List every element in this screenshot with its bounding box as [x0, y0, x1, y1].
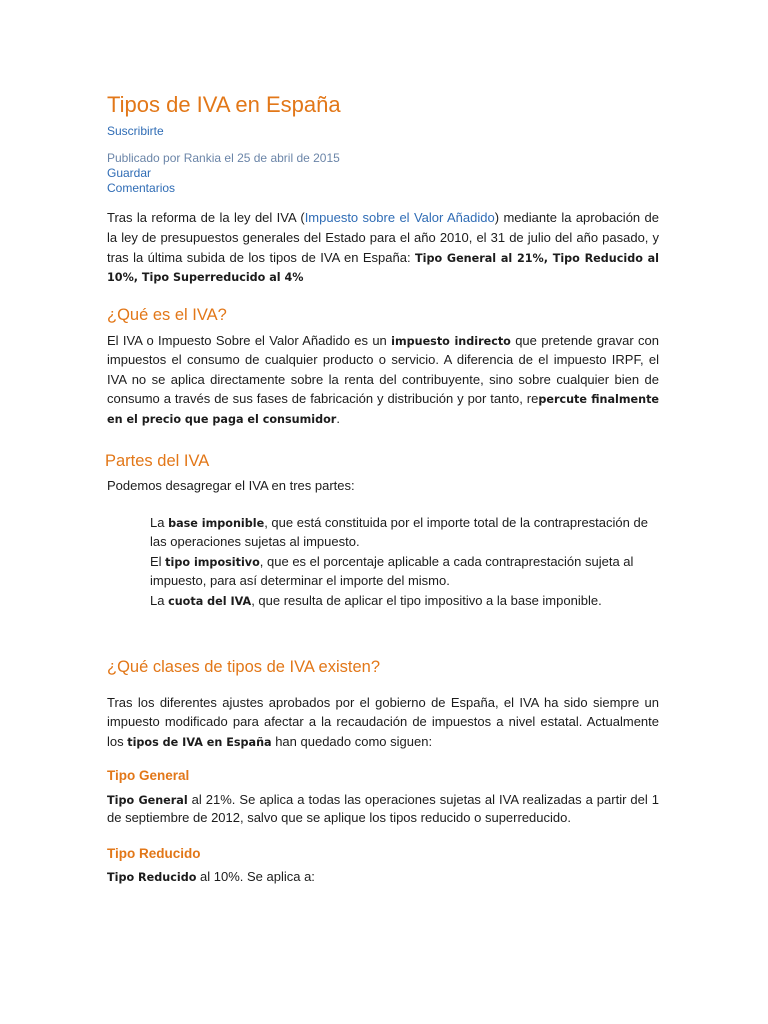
text-segment: Tras la reforma de la ley del IVA ( [107, 210, 305, 225]
paragraph-line: impuesto modificado para afectar a la recaudación de impuestos a nivel estatal. Actualmente [107, 714, 659, 729]
text-segment: los [107, 734, 128, 749]
paragraph-line [107, 867, 659, 888]
highlight-text: cuota del IVA [168, 595, 252, 608]
paragraph-line: Podemos desagregar el IVA en tres partes: [107, 478, 355, 493]
page-title: Tipos de IVA en España [107, 92, 341, 117]
subsection-heading: Tipo Reducido [107, 846, 201, 861]
vat-definition-link[interactable]: Impuesto sobre el Valor Añadido [304, 210, 495, 225]
paragraph-line [107, 409, 659, 430]
paragraph-line: IVA no se aplica directamente sobre la renta del contribuyente, sino sobre cualquier bien de [107, 372, 659, 387]
highlight-text: Tipo General al 21%, Tipo Reducido al [415, 252, 660, 265]
text-segment: han quedado como siguen: [271, 734, 433, 749]
text-segment: al 21%. Se aplica a todas las operaciones sujetas al IVA realizadas a partir del 1 [187, 792, 659, 807]
subsection-heading: Tipo General [107, 768, 190, 783]
list-item-continuation: las operaciones sujetas al impuesto. [150, 534, 360, 549]
text-segment: La [150, 515, 169, 530]
text-segment: que pretende gravar con [510, 333, 659, 348]
text-segment: La [150, 593, 169, 608]
highlight-text: en el precio que paga el consumidor [107, 413, 337, 426]
paragraph-line: impuestos el consumo de cualquier producto o servicio. A diferencia de el impuesto IRPF, el [107, 352, 659, 367]
list-item [150, 552, 702, 573]
save-link[interactable]: Guardar [107, 166, 152, 180]
text-segment: El [150, 554, 166, 569]
highlight-text: percute finalmente [538, 393, 659, 406]
list-item [150, 513, 702, 534]
highlight-text: tipos de IVA en España [127, 736, 272, 749]
paragraph-line [107, 208, 659, 228]
highlight-text: Tipo Reducido [107, 871, 197, 884]
list-item [150, 591, 702, 612]
byline: Publicado por Rankia el 25 de abril de 2015 [107, 151, 340, 165]
paragraph-line: Tras los diferentes ajustes aprobados por el gobierno de España, el IVA ha sido siempre un [107, 695, 659, 710]
text-segment: El IVA o Impuesto Sobre el Valor Añadido es un [107, 333, 392, 348]
text-segment: ) mediante la aprobación de [494, 210, 660, 225]
list-item-continuation: impuesto, para así determinar el importe del mismo. [150, 573, 450, 588]
text-segment: , que resulta de aplicar el tipo impositivo a la base imponible. [251, 593, 602, 608]
paragraph-line [107, 732, 659, 753]
highlight-text: impuesto indirecto [391, 335, 511, 348]
text-segment: , que es el porcentaje aplicable a cada contraprestación sujeta al [259, 554, 634, 569]
paragraph-line [107, 331, 659, 352]
paragraph-line: de septiembre de 2012, salvo que se aplique los tipos reducido o superreducido. [107, 810, 571, 825]
text-segment: consumo a través de sus fases de fabricación y distribución y por tanto, re [107, 391, 539, 406]
highlight-text: base imponible [168, 517, 265, 530]
highlight-text: tipo impositivo [165, 556, 260, 569]
section-heading: ¿Qué clases de tipos de IVA existen? [107, 658, 381, 676]
highlight-text: 10%, Tipo Superreducido al 4% [107, 271, 304, 284]
text-segment: , que está constituida por el importe total de la contraprestación de [264, 515, 648, 530]
comments-link[interactable]: Comentarios [107, 181, 176, 195]
section-heading: Partes del IVA [105, 452, 210, 470]
text-segment: . [336, 411, 340, 426]
highlight-text: Tipo General [107, 794, 188, 807]
text-segment: al 10%. Se aplica a: [196, 869, 315, 884]
paragraph-line [107, 248, 659, 269]
text-segment: tras la última subida de los tipos de IVA en España: [107, 250, 416, 265]
subscribe-link[interactable]: Suscribirte [107, 124, 164, 138]
paragraph-line [107, 389, 659, 410]
paragraph-line: la ley de presupuestos generales del Estado para el año 2010, el 31 de julio del año pasado, y [107, 230, 659, 245]
section-heading: ¿Qué es el IVA? [107, 306, 227, 324]
